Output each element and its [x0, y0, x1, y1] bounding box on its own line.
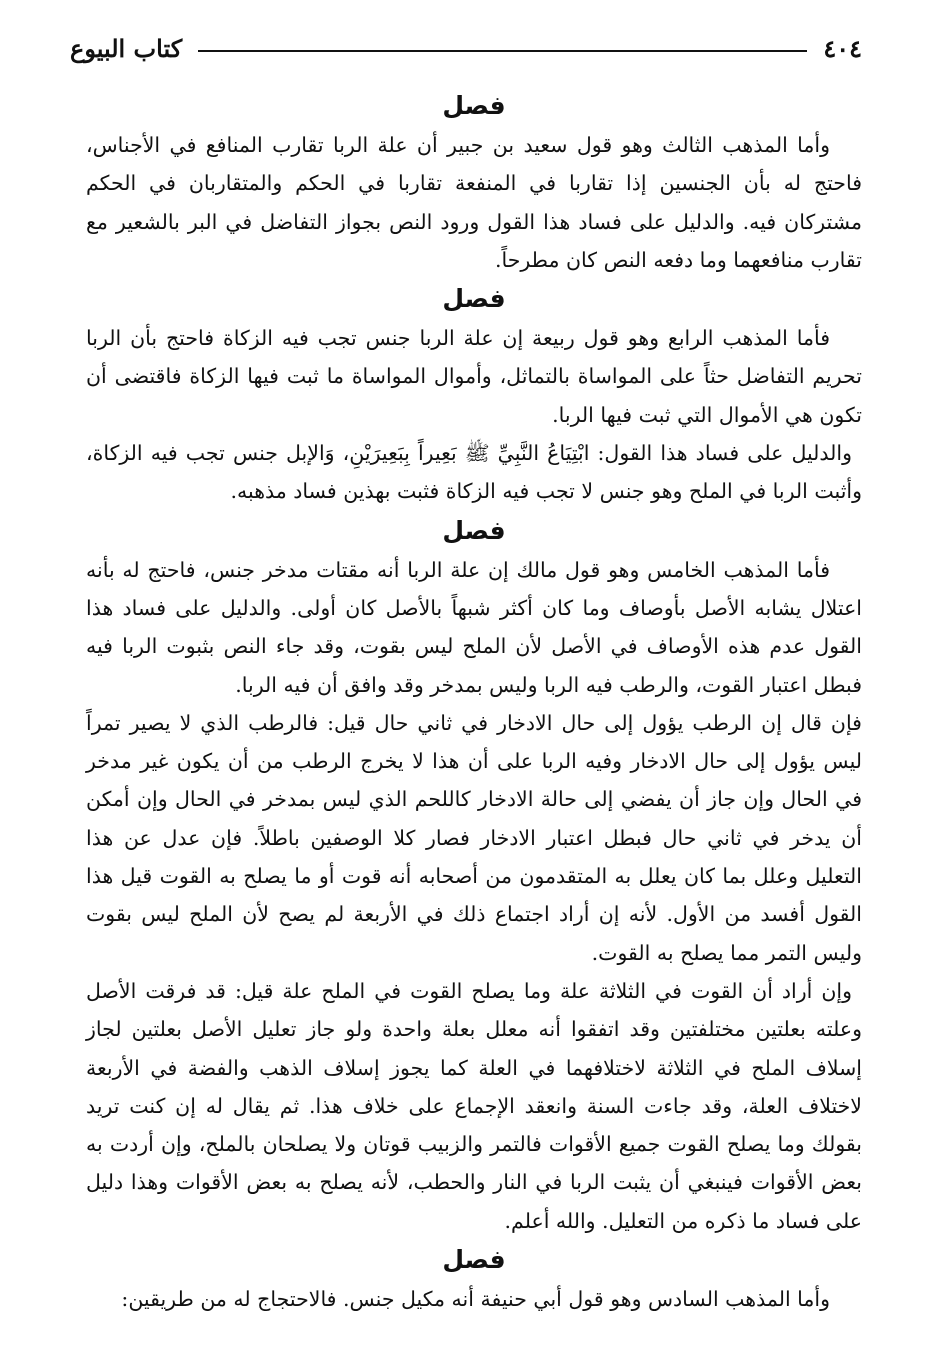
section-fifth-madhhab	[86, 511, 862, 1240]
section-third-madhhab	[86, 86, 862, 279]
paragraph: وإن أراد أن القوت في الثلاثة علة وما يصلح القوت في الملح علة قيل: قد فرقت الأصل وعلته بعلتين مختلفتين وقد اتفقوا أنه معلل بعلة واحدة ولو جاز تعليل الأصل بعلتين لجاز إسلاف الملح في الثلاثة لاختلافهما في العلة كما يجوز إسلاف الذهب والفضة في الأربعة لاختلاف العلة، وقد جاءت السنة وانعقد الإجماع على خلاف هذا. ثم يقال له إن كنت تريد بقولك وما يصلح القوت جميع الأقوات فالتمر والزبيب قوتان ولا يصلحان بالملح، وإن أردت به بعض الأقوات فينبغي أن يثبت الربا في النار والحطب، لأنه يصلح به بعض الأقوات وهذا دليل على فساد ما ذكره من التعليل. والله أعلم.	[86, 978, 862, 1233]
section-sixth-madhhab	[86, 1240, 862, 1318]
paragraph: فإن قال إن الرطب يؤول إلى حال الادخار في ثاني حال قيل: فالرطب الذي لا يصير تمراً ليس يؤول إلى حال الادخار وفيه الربا على أن هذا لا يخرج الرطب من أن يكون غير مدخر في الحال وإن جاز أن يفضي إلى حالة الادخار كاللحم الذي ليس بمدخر في الحال وإن أمكن أن يدخر في ثاني حال فبطل اعتبار الادخار فصار كلا الوصفين باطلاً. فإن عدل عن هذا التعليل وعلل بما كان يعلل به المتقدمون من أصحابه أنه قوت أو ما يصلح به القوت قيل هذا القول أفسد من الأول. لأنه إن أراد اجتماع ذلك في الأربعة لم يصح لأن الملح ليس بقوت وليس التمر مما يصلح به القوت.	[86, 710, 862, 965]
paragraph: وأما المذهب السادس وهو قول أبي حنيفة أنه مكيل جنس. فالاحتجاج له من طريقين:	[121, 1287, 830, 1312]
paragraph: فأما المذهب الرابع وهو قول ربيعة إن علة الربا جنس تجب فيه الزكاة فاحتج بأن الربا تحريم التفاضل حثاً على المواساة بالتماثل، وأموال المواساة ما ثبت فيها الزكاة فاقتضى أن تكون هي الأموال التي ثبت فيها الربا.	[86, 326, 862, 427]
paragraph: فأما المذهب الخامس وهو قول مالك إن علة الربا أنه مقتات مدخر جنس، فاحتج له بأنه اعتلال يشابه الأصل بأوصاف وما كان أكثر شبهاً بالأصل كان أولى. والدليل على فساد هذا القول عدم هذه الأوصاف في الأصل لأن الملح ليس بقوت، وقد جاء النص بثبوت الربا فيه فبطل اعتبار القوت، والرطب فيه الربا وليس بمدخر وقد وافق أن فيه الربا.	[86, 557, 862, 697]
paragraph: والدليل على فساد هذا القول: ابْتِيَاعُ النَّبِيِّ ﷺ بَعِيراً بِبَعِيرَيْنِ، وَالإبل جنس تجب فيه الزكاة، وأثبت الربا في الملح وهو جنس لا تجب فيه الزكاة فثبت بهذين فساد مذهبه.	[86, 441, 862, 504]
page-header	[70, 28, 862, 68]
paragraph: وأما المذهب الثالث وهو قول سعيد بن جبير أن علة الربا تقارب المنافع في الأجناس، فاحتج له بأن الجنسين إذا تقاربا في المنفعة تقاربا في الحكم والمتقاربان في الحكم مشتركان فيه. والدليل على فساد هذا القول ورود النص بجواز التفاضل في البر بالشعير مع تقارب منافعهما وما دفعه النص كان مطرحاً.	[86, 133, 862, 272]
section-heading: فصل	[442, 91, 506, 120]
page-body	[86, 86, 862, 1318]
header-rule	[198, 50, 807, 52]
page-number: ٤٠٤	[823, 33, 862, 63]
section-fourth-madhhab	[86, 279, 862, 510]
section-heading: فصل	[442, 515, 506, 545]
section-heading: فصل	[442, 284, 506, 314]
book-title: كتاب البيوع	[70, 33, 183, 63]
section-heading: فصل	[442, 1245, 506, 1275]
